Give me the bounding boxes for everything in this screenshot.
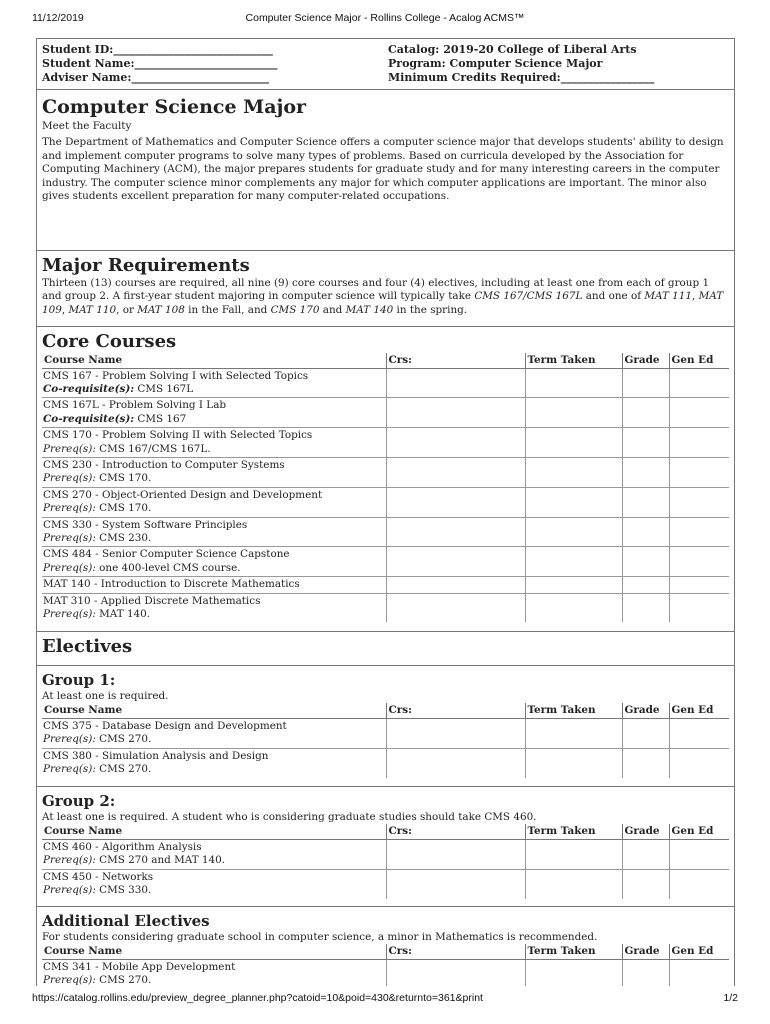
course-name[interactable]: CMS 484 - Senior Computer Science Capstone <box>43 548 290 561</box>
requisite-value: one 400-level CMS course. <box>95 561 241 574</box>
req-course-2: MAT 111 <box>644 290 693 303</box>
term-cell[interactable] <box>525 718 622 748</box>
grade-cell[interactable] <box>622 839 669 869</box>
gen-ed-cell[interactable] <box>669 457 729 487</box>
term-cell[interactable] <box>525 368 622 398</box>
requirements-text <box>42 277 729 317</box>
requisite-label: Prereq(s): <box>43 531 96 544</box>
student-info-right <box>388 43 654 85</box>
requisite-label: Prereq(s): <box>43 442 96 455</box>
credits-cell[interactable] <box>386 547 525 577</box>
requisite-value: CMS 167 <box>134 412 187 425</box>
course-name-header: Course Name <box>42 703 386 718</box>
print-header <box>32 12 738 28</box>
course-cell <box>42 547 386 577</box>
term-cell[interactable] <box>525 398 622 428</box>
requisite-value: CMS 270. <box>95 733 152 746</box>
print-url: https://catalog.rollins.edu/preview_degree_planner.php?catoid=10&poid=430&returnto=361&print <box>32 992 483 1004</box>
requisite-label: Prereq(s): <box>43 733 96 746</box>
grade-cell[interactable] <box>622 748 669 777</box>
course-cell <box>42 368 386 398</box>
course-cell <box>42 577 386 593</box>
req-text-4: , <box>61 303 69 316</box>
gen-ed-cell[interactable] <box>669 398 729 428</box>
grade-cell[interactable] <box>622 428 669 458</box>
term-taken-header: Term Taken <box>525 353 622 368</box>
table-row <box>42 428 729 458</box>
course-cell <box>42 428 386 458</box>
table-row <box>42 398 729 428</box>
credits-cell[interactable] <box>386 839 525 869</box>
grade-cell[interactable] <box>622 547 669 577</box>
gen-ed-cell[interactable] <box>669 593 729 622</box>
requisite-value: CMS 170. <box>95 472 152 485</box>
course-requisite <box>43 413 386 426</box>
group1-table <box>42 703 729 777</box>
requirements-section <box>37 251 734 327</box>
gen-ed-cell[interactable] <box>669 869 729 898</box>
grade-cell[interactable] <box>622 718 669 748</box>
print-footer <box>32 992 738 1008</box>
credits-cell[interactable] <box>386 748 525 777</box>
table-row <box>42 959 729 986</box>
course-name[interactable]: MAT 140 - Introduction to Discrete Mathematics <box>43 578 300 591</box>
course-name-header: Course Name <box>42 353 386 368</box>
course-cell <box>42 839 386 869</box>
term-taken-header: Term Taken <box>525 944 622 959</box>
grade-cell[interactable] <box>622 593 669 622</box>
credits-cell[interactable] <box>386 593 525 622</box>
gen-ed-header: Gen Ed <box>669 944 729 959</box>
requisite-label: Prereq(s): <box>43 561 96 574</box>
req-text-2: and one of <box>582 290 645 303</box>
term-taken-header: Term Taken <box>525 824 622 839</box>
course-name[interactable]: CMS 270 - Object-Oriented Design and Development <box>43 488 323 501</box>
group2-heading: Group 2: <box>42 792 116 810</box>
print-title: Computer Science Major - Rollins College - Acalog ACMS™ <box>245 12 525 24</box>
course-requisite <box>43 974 386 986</box>
grade-cell[interactable] <box>622 577 669 593</box>
grade-header: Grade <box>622 824 669 839</box>
requisite-value: CMS 167/CMS 167L. <box>95 442 211 455</box>
requisite-label: Co-requisite(s): <box>43 412 135 425</box>
term-cell[interactable] <box>525 428 622 458</box>
table-row <box>42 368 729 398</box>
requisite-value: CMS 270 and MAT 140. <box>95 854 226 867</box>
course-name[interactable]: CMS 450 - Networks <box>43 870 154 883</box>
credits-header: Crs: <box>386 353 525 368</box>
gen-ed-cell[interactable] <box>669 428 729 458</box>
table-header-row <box>42 824 729 839</box>
course-name[interactable]: CMS 375 - Database Design and Development <box>43 719 287 732</box>
gen-ed-cell[interactable] <box>669 368 729 398</box>
req-course-7: MAT 140 <box>345 303 394 316</box>
course-name[interactable]: MAT 310 - Applied Discrete Mathematics <box>43 594 261 607</box>
catalog-label: Catalog: 2019-20 College of Liberal Arts <box>388 43 637 56</box>
requisite-value: CMS 230. <box>95 531 152 544</box>
grade-cell[interactable] <box>622 959 669 986</box>
requisite-label: Prereq(s): <box>43 884 96 897</box>
course-name-header: Course Name <box>42 944 386 959</box>
min-credits-field: Minimum Credits Required:_________________ <box>388 71 655 84</box>
credits-cell[interactable] <box>386 487 525 517</box>
course-name[interactable]: CMS 170 - Problem Solving II with Selected Topics <box>43 429 313 442</box>
gen-ed-cell[interactable] <box>669 517 729 547</box>
req-course-6: CMS 170 <box>270 303 320 316</box>
gen-ed-header: Gen Ed <box>669 703 729 718</box>
core-courses-heading: Core Courses <box>42 331 177 352</box>
credits-cell[interactable] <box>386 457 525 487</box>
student-id-field: Student ID:_____________________________ <box>42 43 273 56</box>
term-cell[interactable] <box>525 517 622 547</box>
student-info <box>37 39 734 90</box>
requisite-label: Prereq(s): <box>43 502 96 515</box>
gen-ed-cell[interactable] <box>669 577 729 593</box>
additional-table <box>42 944 729 986</box>
table-row <box>42 869 729 898</box>
grade-header: Grade <box>622 353 669 368</box>
grade-cell[interactable] <box>622 517 669 547</box>
course-requisite <box>43 608 386 621</box>
req-course-5: MAT 108 <box>137 303 185 316</box>
req-course-3: MAT 109 <box>42 290 724 316</box>
requisite-label: Prereq(s): <box>43 854 96 867</box>
term-cell[interactable] <box>525 457 622 487</box>
additional-electives-heading: Additional Electives <box>42 912 210 930</box>
term-cell[interactable] <box>525 577 622 593</box>
course-requisite <box>43 383 386 396</box>
term-taken-header: Term Taken <box>525 703 622 718</box>
term-cell[interactable] <box>525 547 622 577</box>
req-course-1: CMS 167/CMS 167L <box>474 290 583 303</box>
requisite-value: MAT 140. <box>95 608 151 620</box>
course-name-header: Course Name <box>42 824 386 839</box>
gen-ed-cell[interactable] <box>669 748 729 777</box>
degree-planner <box>36 38 735 986</box>
group1-section <box>37 666 734 787</box>
req-course-4: MAT 110 <box>68 303 117 316</box>
term-cell[interactable] <box>525 869 622 898</box>
course-cell <box>42 457 386 487</box>
grade-header: Grade <box>622 944 669 959</box>
course-cell <box>42 718 386 748</box>
term-cell[interactable] <box>525 748 622 777</box>
course-requisite <box>43 443 386 456</box>
electives-section <box>37 632 734 666</box>
credits-cell[interactable] <box>386 428 525 458</box>
table-row <box>42 487 729 517</box>
table-row <box>42 457 729 487</box>
course-name[interactable]: CMS 341 - Mobile App Development <box>43 960 236 973</box>
grade-header: Grade <box>622 703 669 718</box>
course-name[interactable]: CMS 380 - Simulation Analysis and Design <box>43 749 269 762</box>
requisite-value: CMS 167L <box>134 382 194 395</box>
grade-cell[interactable] <box>622 457 669 487</box>
credits-cell[interactable] <box>386 718 525 748</box>
grade-cell[interactable] <box>622 368 669 398</box>
credits-cell[interactable] <box>386 398 525 428</box>
table-row <box>42 593 729 622</box>
req-text-7: and <box>319 303 346 316</box>
term-cell[interactable] <box>525 839 622 869</box>
core-courses-section <box>37 327 734 632</box>
course-requisite <box>43 884 386 897</box>
course-requisite <box>43 502 386 515</box>
course-requisite <box>43 472 386 485</box>
req-text-5: , or <box>116 303 138 316</box>
requisite-label: Prereq(s): <box>43 472 96 485</box>
requisite-label: Prereq(s): <box>43 608 96 620</box>
req-text-6: in the Fall, and <box>184 303 271 316</box>
course-cell <box>42 517 386 547</box>
gen-ed-cell[interactable] <box>669 718 729 748</box>
credits-header: Crs: <box>386 703 525 718</box>
requirements-heading: Major Requirements <box>42 255 250 276</box>
term-cell[interactable] <box>525 959 622 986</box>
credits-header: Crs: <box>386 944 525 959</box>
gen-ed-cell[interactable] <box>669 959 729 986</box>
table-header-row <box>42 944 729 959</box>
grade-cell[interactable] <box>622 487 669 517</box>
course-cell <box>42 487 386 517</box>
group2-note: At least one is required. A student who is considering graduate studies should take CMS 460. <box>42 811 537 823</box>
grade-cell[interactable] <box>622 398 669 428</box>
table-row <box>42 517 729 547</box>
credits-cell[interactable] <box>386 959 525 986</box>
meet-faculty-text: Meet the Faculty <box>42 120 132 132</box>
table-row <box>42 839 729 869</box>
print-date: 11/12/2019 <box>32 12 84 24</box>
course-requisite <box>43 532 386 545</box>
requisite-label: Prereq(s): <box>43 974 96 986</box>
group2-table <box>42 824 729 898</box>
course-requisite <box>43 763 386 776</box>
table-row <box>42 718 729 748</box>
additional-electives-section <box>37 907 734 986</box>
course-cell <box>42 398 386 428</box>
group1-note: At least one is required. <box>42 690 169 702</box>
req-text-8: in the spring. <box>393 303 468 316</box>
credits-cell[interactable] <box>386 869 525 898</box>
table-header-row <box>42 353 729 368</box>
student-info-left <box>42 43 278 85</box>
table-header-row <box>42 703 729 718</box>
additional-note: For students considering graduate school in computer science, a minor in Mathematics is recommended. <box>42 931 598 943</box>
group1-heading: Group 1: <box>42 671 116 689</box>
about-description: The Department of Mathematics and Computer Science offers a computer science major that develops students' ability to design and implement computer programs to solve many types of problems. Based on curricula developed by the Association for Computing Machinery (ACM), the major prepares students for graduate study and for many interesting careers in the computer industry. The computer science minor complements any major for which computer applications are important. The minor also gives students excellent preparation for many computer-related occupations. <box>42 136 724 203</box>
term-cell[interactable] <box>525 487 622 517</box>
electives-heading: Electives <box>42 636 133 657</box>
course-requisite <box>43 562 386 575</box>
credits-cell[interactable] <box>386 517 525 547</box>
course-cell <box>42 869 386 898</box>
gen-ed-header: Gen Ed <box>669 824 729 839</box>
credits-cell[interactable] <box>386 577 525 593</box>
credits-header: Crs: <box>386 824 525 839</box>
req-text-3: , <box>692 290 699 303</box>
course-cell <box>42 593 386 622</box>
program-label: Program: Computer Science Major <box>388 57 603 70</box>
course-requisite <box>43 854 386 867</box>
page-title: Computer Science Major <box>42 96 307 118</box>
requisite-value: CMS 170. <box>95 502 152 515</box>
requisite-value: CMS 330. <box>95 884 152 897</box>
group2-section <box>37 787 734 907</box>
gen-ed-cell[interactable] <box>669 487 729 517</box>
table-row <box>42 748 729 777</box>
course-requisite <box>43 733 386 746</box>
credits-cell[interactable] <box>386 368 525 398</box>
adviser-name-field: Adviser Name:_________________________ <box>42 71 269 84</box>
course-cell <box>42 748 386 777</box>
course-name[interactable]: CMS 167L - Problem Solving I Lab <box>43 399 227 412</box>
student-name-field: Student Name:__________________________ <box>42 57 278 70</box>
gen-ed-cell[interactable] <box>669 547 729 577</box>
course-cell <box>42 959 386 986</box>
gen-ed-cell[interactable] <box>669 839 729 869</box>
core-courses-table <box>42 353 729 622</box>
about-section <box>37 90 734 251</box>
requisite-value: CMS 270. <box>95 763 152 776</box>
gen-ed-header: Gen Ed <box>669 353 729 368</box>
term-cell[interactable] <box>525 593 622 622</box>
req-text-1: Thirteen (13) courses are required, all nine (9) core courses and four (4) electives, including at least one from each of group 1 and group 2. A first-year student majoring in computer science will typically take <box>42 277 710 303</box>
requisite-label: Prereq(s): <box>43 763 96 776</box>
course-name[interactable]: CMS 460 - Algorithm Analysis <box>43 840 202 853</box>
course-name[interactable]: CMS 167 - Problem Solving I with Selected Topics <box>43 369 309 382</box>
requisite-label: Co-requisite(s): <box>43 382 135 395</box>
table-row <box>42 577 729 593</box>
page-number: 1/2 <box>723 992 738 1004</box>
grade-cell[interactable] <box>622 869 669 898</box>
course-name[interactable]: CMS 330 - System Software Principles <box>43 518 248 531</box>
requisite-value: CMS 270. <box>95 974 152 986</box>
course-name[interactable]: CMS 230 - Introduction to Computer Systems <box>43 458 285 471</box>
table-row <box>42 547 729 577</box>
